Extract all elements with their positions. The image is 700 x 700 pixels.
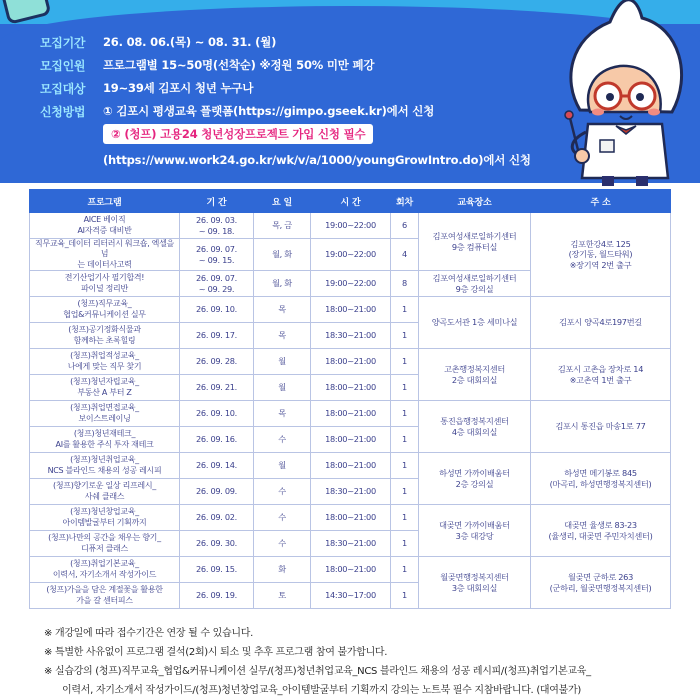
- period-cell: 26. 09. 30.: [180, 531, 254, 557]
- program-name-cell: (청프)나만의 공간을 채우는 향기_ 디퓨저 클래스: [30, 531, 180, 557]
- session-count-cell: 1: [391, 427, 419, 453]
- program-name-cell: (청프)취업기본교육_ 이력서, 자기소개서 작성가이드: [30, 557, 180, 583]
- day-cell: 월: [254, 375, 311, 401]
- venue-cell: 김포여성새로일하기센터 9층 강의실: [419, 271, 531, 297]
- time-cell: 18:00~21:00: [311, 401, 391, 427]
- period-cell: 26. 09. 15.: [180, 557, 254, 583]
- table-header-row: [30, 190, 671, 213]
- session-count-cell: 1: [391, 349, 419, 375]
- session-count-cell: 1: [391, 401, 419, 427]
- time-cell: 18:00~21:00: [311, 349, 391, 375]
- period-cell: 26. 09. 17.: [180, 323, 254, 349]
- col-header-count: 회차: [391, 190, 419, 213]
- note-laptop-line1: ※ 실습강의 (청프)직무교육_협업&커뮤니케이션 실무/(청프)청년취업교육_NCS 블라인드 채용의 성공 레시피/(청프)취업기본교육_: [44, 666, 591, 677]
- day-cell: 수: [254, 531, 311, 557]
- col-header-venue: 교육장소: [419, 190, 531, 213]
- period-cell: 26. 09. 07. ~ 09. 29.: [180, 271, 254, 297]
- period-cell: 26. 09. 16.: [180, 427, 254, 453]
- venue-cell: 월곶면행정복지센터 3층 대회의실: [419, 557, 531, 609]
- session-count-cell: 4: [391, 239, 419, 271]
- time-cell: 18:30~21:00: [311, 531, 391, 557]
- table-row: [30, 505, 671, 531]
- day-cell: 화: [254, 557, 311, 583]
- apply-method-url: (https://www.work24.go.kr/wk/v/a/1000/youngGrowIntro.do)에서 신청: [103, 153, 531, 167]
- recruit-capacity-value: 프로그램별 15~50명(선착순) ※정원 50% 미만 폐강: [103, 58, 375, 72]
- col-header-program: 프로그램: [30, 190, 180, 213]
- address-cell: 대곶면 율생로 83-23 (율생리, 대곶면 주민자치센터): [531, 505, 671, 557]
- program-name-cell: 전기산업기사 필기합격! 파이널 정리반: [30, 271, 180, 297]
- note-absence: ※ 특별한 사유없이 프로그램 결석(2회)시 퇴소 및 추후 프로그램 참여 불가합니다.: [44, 647, 388, 658]
- venue-cell: 대곶면 가까이배움터 3층 대강당: [419, 505, 531, 557]
- time-cell: 18:30~21:00: [311, 479, 391, 505]
- program-name-cell: (청프)청년창업교육_ 아이템발굴부터 기획까지: [30, 505, 180, 531]
- day-cell: 목: [254, 297, 311, 323]
- program-name-cell: 직무교육_데이터 리터러시 워크숍, 엑셀을 넘 는 데이터사고력: [30, 239, 180, 271]
- period-cell: 26. 09. 03. ~ 09. 18.: [180, 213, 254, 239]
- session-count-cell: 8: [391, 271, 419, 297]
- venue-cell: 김포여성새로일하기센터 9층 컴퓨터실: [419, 213, 531, 271]
- time-cell: 18:30~21:00: [311, 323, 391, 349]
- recruit-target-value: 19~39세 김포시 청년 누구나: [103, 81, 254, 95]
- day-cell: 월, 화: [254, 271, 311, 297]
- table-row: [30, 453, 671, 479]
- address-cell: 김포시 양곡4로197번길: [531, 297, 671, 349]
- period-cell: 26. 09. 28.: [180, 349, 254, 375]
- recruit-period-label: 모집기간: [40, 35, 86, 50]
- apply-method-step1: ① 김포시 평생교육 플랫폼(https://gimpo.gseek.kr)에서 신청: [103, 104, 435, 118]
- session-count-cell: 1: [391, 583, 419, 609]
- session-count-cell: 1: [391, 297, 419, 323]
- session-count-cell: 1: [391, 479, 419, 505]
- program-name-cell: (청프)청년취업교육_ NCS 블라인드 채용의 성공 레시피: [30, 453, 180, 479]
- program-name-cell: (청프)공기정화식물과 함께하는 초록힐링: [30, 323, 180, 349]
- program-schedule-table: [29, 189, 671, 609]
- address-cell: 김포시 통진읍 마송1로 77: [531, 401, 671, 453]
- day-cell: 수: [254, 479, 311, 505]
- venue-cell: 고촌행정복지센터 2층 대회의실: [419, 349, 531, 401]
- address-cell: 김포한강4로 125 (장기동, 월드타워) ※장기역 2번 출구: [531, 213, 671, 297]
- table-row: [30, 297, 671, 323]
- recruit-period-row: [40, 32, 276, 52]
- col-header-period: 기 간: [180, 190, 254, 213]
- program-name-cell: (청프)청년재테크_ AI를 활용한 주식 투자 재테크: [30, 427, 180, 453]
- period-cell: 26. 09. 14.: [180, 453, 254, 479]
- apply-method-label: 신청방법: [40, 104, 86, 119]
- period-cell: 26. 09. 10.: [180, 297, 254, 323]
- apply-method-row: [40, 101, 434, 121]
- recruit-capacity-label: 모집인원: [40, 58, 86, 73]
- note-laptop-line2: 이력서, 자기소개서 작성가이드/(청프)청년창업교육_아이템발굴부터 기획까지 강의는 노트북 필수 지참바랍니다. (대여불가): [62, 685, 581, 696]
- program-name-cell: (청프)직무교육_ 협업&커뮤니케이션 실무: [30, 297, 180, 323]
- time-cell: 19:00~22:00: [311, 239, 391, 271]
- program-name-cell: (청프)가을을 담은 계절꽃을 활용한 가을 갈 센터피스: [30, 583, 180, 609]
- venue-cell: 양곡도서관 1층 세미나실: [419, 297, 531, 349]
- time-cell: 14:30~17:00: [311, 583, 391, 609]
- col-header-time: 시 간: [311, 190, 391, 213]
- time-cell: 18:00~21:00: [311, 505, 391, 531]
- session-count-cell: 6: [391, 213, 419, 239]
- table-row: [30, 401, 671, 427]
- day-cell: 월: [254, 349, 311, 375]
- recruit-period-value: 26. 08. 06.(목) ~ 08. 31. (월): [103, 35, 277, 49]
- session-count-cell: 1: [391, 505, 419, 531]
- table-row: [30, 557, 671, 583]
- period-cell: 26. 09. 19.: [180, 583, 254, 609]
- col-header-address: 주 소: [531, 190, 671, 213]
- period-cell: 26. 09. 02.: [180, 505, 254, 531]
- program-name-cell: (청프)향기로운 일상 리프레시_ 사쉐 클래스: [30, 479, 180, 505]
- session-count-cell: 1: [391, 323, 419, 349]
- time-cell: 18:00~21:00: [311, 375, 391, 401]
- period-cell: 26. 09. 09.: [180, 479, 254, 505]
- session-count-cell: 1: [391, 531, 419, 557]
- address-cell: 하성면 메기봉로 845 (마곡리, 하성면행정복지센터): [531, 453, 671, 505]
- program-name-cell: AICE 베이직 AI자격증 대비반: [30, 213, 180, 239]
- program-name-cell: (청프)취업면접교육_ 보이스트레이닝: [30, 401, 180, 427]
- day-cell: 수: [254, 427, 311, 453]
- period-cell: 26. 09. 07. ~ 09. 15.: [180, 239, 254, 271]
- time-cell: 18:00~21:00: [311, 557, 391, 583]
- period-cell: 26. 09. 21.: [180, 375, 254, 401]
- time-cell: 18:00~21:00: [311, 297, 391, 323]
- day-cell: 월: [254, 453, 311, 479]
- recruit-capacity-row: [40, 55, 374, 75]
- day-cell: 목: [254, 323, 311, 349]
- notes-section: [44, 624, 694, 700]
- day-cell: 수: [254, 505, 311, 531]
- time-cell: 19:00~22:00: [311, 213, 391, 239]
- recruit-target-row: [40, 78, 253, 98]
- address-cell: 김포시 고촌읍 장차로 14 ※고촌역 1번 출구: [531, 349, 671, 401]
- program-name-cell: (청프)청년자립교육_ 부동산 A 부터 Z: [30, 375, 180, 401]
- venue-cell: 하성면 가까이배움터 2층 강의실: [419, 453, 531, 505]
- session-count-cell: 1: [391, 453, 419, 479]
- session-count-cell: 1: [391, 557, 419, 583]
- table-row: [30, 349, 671, 375]
- address-cell: 월곶면 군하로 263 (군하리, 월곶면행정복지센터): [531, 557, 671, 609]
- recruit-target-label: 모집대상: [40, 81, 86, 96]
- note-extension: ※ 개강일에 따라 접수기간은 연장 될 수 있습니다.: [44, 628, 253, 639]
- day-cell: 목: [254, 401, 311, 427]
- period-cell: 26. 09. 10.: [180, 401, 254, 427]
- mascot-character-illustration: [540, 0, 700, 190]
- day-cell: 토: [254, 583, 311, 609]
- venue-cell: 통진읍행정복지센터 4층 대회의실: [419, 401, 531, 453]
- day-cell: 월, 화: [254, 239, 311, 271]
- table-row: [30, 213, 671, 239]
- program-name-cell: (청프)취업적성교육_ 나에게 맞는 직무 찾기: [30, 349, 180, 375]
- time-cell: 18:00~21:00: [311, 453, 391, 479]
- session-count-cell: 1: [391, 375, 419, 401]
- day-cell: 목, 금: [254, 213, 311, 239]
- apply-method-step2: ② (청프) 고용24 청년성장프로젝트 가입 신청 필수: [103, 124, 373, 144]
- time-cell: 19:00~22:00: [311, 271, 391, 297]
- time-cell: 18:00~21:00: [311, 427, 391, 453]
- col-header-day: 요 일: [254, 190, 311, 213]
